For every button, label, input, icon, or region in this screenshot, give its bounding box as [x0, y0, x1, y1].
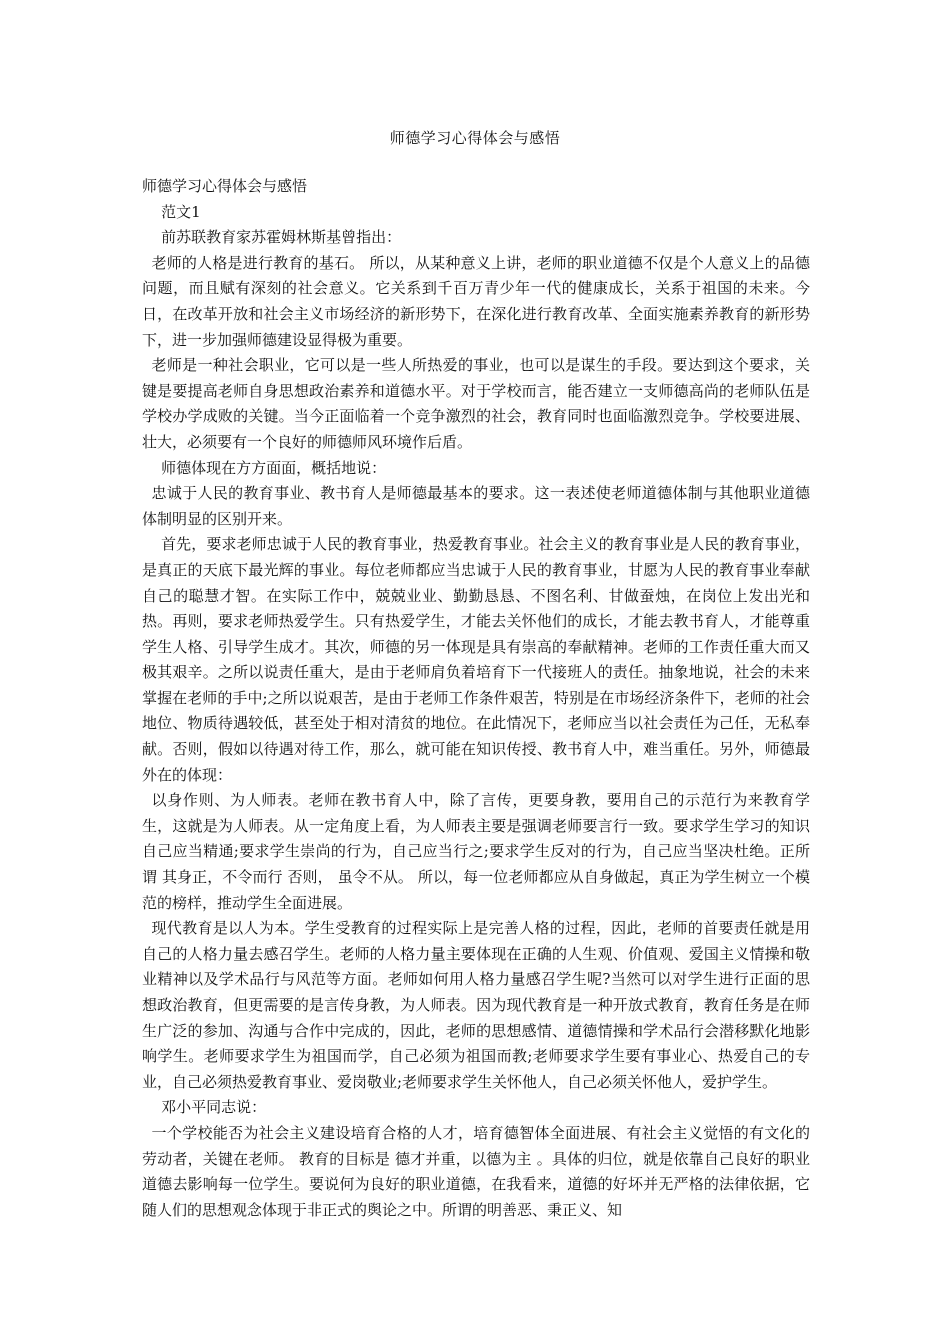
paragraph: 首先，要求老师忠诚于人民的教育事业，热爱教育事业。社会主义的教育事业是人民的教育事业，是真正的天底下最光辉的事业。每位老师都应当忠诚于人民的教育事业，甘愿为人民的教育事业奉献自己的聪慧才智。在实际工作中，兢兢业业、勤勤恳恳、不图名利、甘做蚕烛，在岗位上发出光和热。再则，要求老师热爱学生。只有热爱学生，才能去关怀他们的成长，才能去教书育人，才能尊重学生人格、引导学生成才。其次，师德的另一体现是具有崇高的奉献精神。老师的工作责任重大而又极其艰辛。之所以说责任重大，是由于老师肩负着培育下一代接班人的责任。抽象地说，社会的未来掌握在老师的手中;之所以说艰苦，是由于老师工作条件艰苦，特别是在市场经济条件下，老师的社会地位、物质待遇较低，甚至处于相对清贫的地位。在此情况下，老师应当以社会责任为己任，无私奉献。否则，假如以待遇对待工作，那么，就可能在知识传授、教书育人中，难当重任。另外，师德最外在的体现：	[142, 535, 810, 784]
paragraph: 现代教育是以人为本。学生受教育的过程实际上是完善人格的过程，因此，老师的首要责任就是用自己的人格力量去感召学生。老师的人格力量主要体现在正确的人生观、价值观、爱国主义情操和敬业精神以及学术品行与风范等方面。老师如何用人格力量感召学生呢?当然可以对学生进行正面的思想政治教育，但更需要的是言传身教，为人师表。因为现代教育是一种开放式教育，教育任务是在师生广泛的参加、沟通与合作中完成的，因此，老师的思想感情、道德情操和学术品行会潜移默化地影响学生。老师要求学生为祖国而学，自己必须为祖国而教;老师要求学生要有事业心、热爱自己的专业，自己必须热爱教育事业、爱岗敬业;老师要求学生关怀他人，自己必须关怀他人，爱护学生。	[142, 919, 810, 1091]
paragraph: 前苏联教育家苏霍姆林斯基曾指出：	[161, 228, 402, 247]
paragraph: 邓小平同志说：	[161, 1098, 267, 1117]
document-title: 师德学习心得体会与感悟	[389, 129, 561, 147]
paragraph: 一个学校能否为社会主义建设培育合格的人才，培育德智体全面进展、有社会主义觉悟的有文化的劳动者，关键在老师。 教育的目标是 德才并重，以德为主 。具体的归位，就是依靠自己良好的职业道德去影响每一位学生。要说何为良好的职业道德，在我看来，道德的好坏并无严格的法律依据，它随人们的思想观念体现于非正式的舆论之中。所谓的明善恶、秉正义、知	[142, 1123, 810, 1219]
paragraph: 老师是一种社会职业，它可以是一些人所热爱的事业，也可以是谋生的手段。要达到这个要求，关键是要提高老师自身思想政治素养和道德水平。对于学校而言，能否建立一支师德高尚的老师队伍是学校办学成败的关键。当今正面临着一个竞争激烈的社会，教育同时也面临激烈竞争。学校要进展、壮大，必须要有一个良好的师德师风环境作后盾。	[142, 356, 810, 451]
paragraph: 老师的人格是进行教育的基石。 所以，从某种意义上讲，老师的职业道德不仅是个人意义上的品德问题，而且赋有深刻的社会意义。它关系到千百万青少年一代的健康成长，关系于祖国的未来。今日，在改革开放和社会主义市场经济的新形势下，在深化进行教育改革、全面实施素养教育的新形势下，进一步加强师德建设显得极为重要。	[142, 253, 810, 349]
document-body	[142, 174, 810, 1223]
paragraph: 以身作则、为人师表。老师在教书育人中，除了言传，更要身教，要用自己的示范行为来教育学生，这就是为人师表。从一定角度上看，为人师表主要是强调老师要言行一致。要求学生学习的知识自己应当精通;要求学生崇尚的行为，自己应当行之;要求学生反对的行为，自己应当坚决杜绝。正所谓 其身正，不令而行 否则， 虽令不从。 所以，每一位老师都应从自身做起，真正为学生树立一个模范的榜样，推动学生全面进展。	[142, 791, 810, 912]
paragraph: 忠诚于人民的教育事业、教书育人是师德最基本的要求。这一表述使老师道德体制与其他职业道德体制明显的区别开来。	[142, 484, 810, 528]
document-subtitle: 师德学习心得体会与感悟	[142, 177, 308, 195]
paragraph: 师德体现在方方面面，概括地说：	[161, 458, 387, 477]
paragraph: 范文1	[161, 202, 201, 221]
